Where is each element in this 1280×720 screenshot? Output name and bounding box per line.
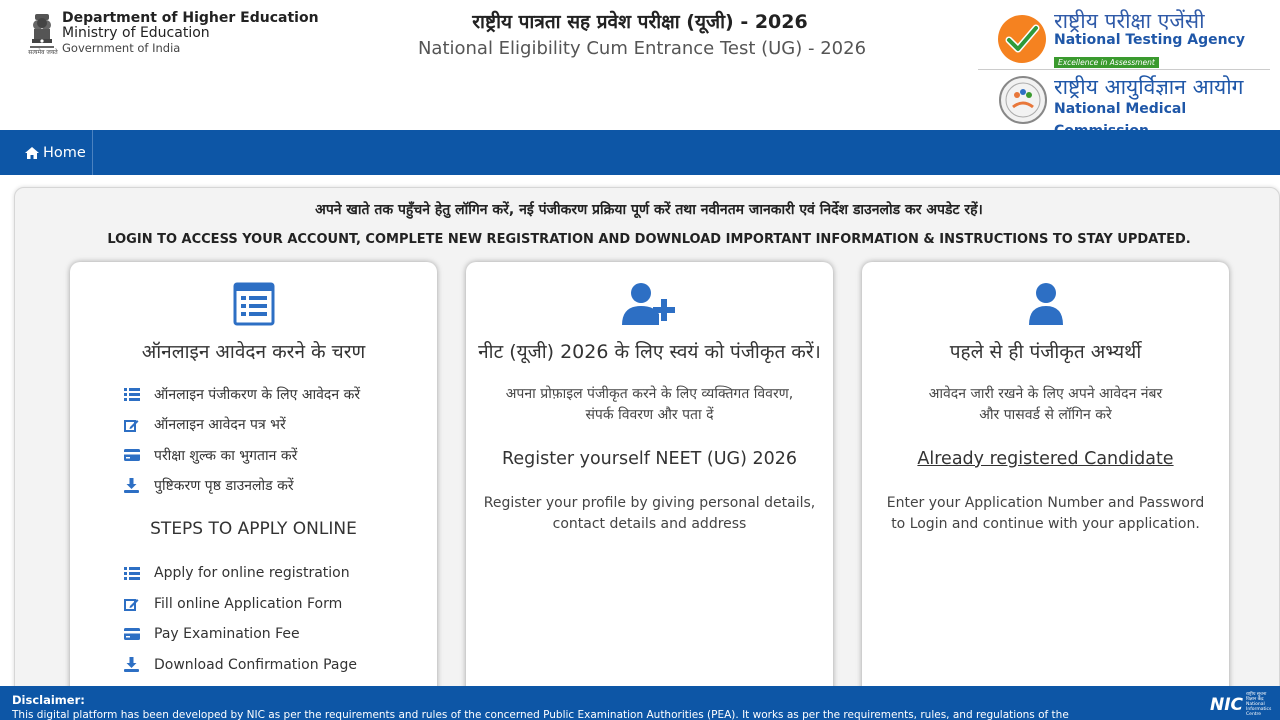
application-form-icon bbox=[232, 282, 276, 326]
registered-desc-hindi: आवेदन जारी रखने के लिए अपने आवेदन नंबर और पासवर्ड से लॉगिन करे bbox=[928, 386, 1163, 423]
step-label: परीक्षा शुल्क का भुगतान करें bbox=[154, 447, 298, 464]
register-desc-english: Register your profile by giving personal details, contact details and address bbox=[483, 495, 816, 532]
nav-home-label: Home bbox=[43, 144, 86, 161]
step-label: पुष्टिकरण पृष्ठ डाउनलोड करें bbox=[154, 478, 294, 495]
disclaimer-title: Disclaimer: bbox=[12, 693, 85, 707]
step-label: Apply for online registration bbox=[154, 565, 350, 582]
nic-logo-text: NIC bbox=[1210, 694, 1244, 715]
ministry-name: Ministry of Education bbox=[62, 25, 210, 41]
step-pay-fee[interactable] bbox=[124, 619, 357, 650]
nmc-name-english: National Medical bbox=[1054, 101, 1187, 117]
step-label: ऑनलाइन पंजीकरण के लिए आवेदन करें bbox=[154, 386, 361, 403]
already-registered-link[interactable]: Already registered Candidate bbox=[917, 449, 1174, 469]
credit-card-icon bbox=[124, 628, 140, 640]
credit-card-icon bbox=[124, 449, 140, 461]
nav-home-link[interactable] bbox=[14, 130, 93, 175]
download-icon bbox=[124, 657, 139, 672]
register-card bbox=[466, 262, 833, 702]
nmc-name-hindi: राष्ट्रीय आयुर्विज्ञान आयोग bbox=[1054, 75, 1244, 99]
step-label: ऑनलाइन आवेदन पत्र भरें bbox=[154, 417, 286, 434]
register-title-hindi: नीट (यूजी) 2026 के लिए स्वयं को पंजीकृत करें। bbox=[478, 341, 821, 363]
steps-title-english: STEPS TO APPLY ONLINE bbox=[150, 519, 357, 539]
exam-title-english: National Eligibility Cum Entrance Test (UG) - 2026 bbox=[417, 38, 867, 59]
steps-list-hindi bbox=[124, 379, 360, 501]
department-name: Department of Higher Education bbox=[62, 10, 319, 26]
intro-text-english: LOGIN TO ACCESS YOUR ACCOUNT, COMPLETE NEW REGISTRATION AND DOWNLOAD IMPORTANT INFORMATION & INSTRUCTIONS TO STAY UPDATED. bbox=[107, 232, 1191, 247]
list-icon bbox=[124, 388, 140, 401]
nta-logo-icon bbox=[996, 13, 1048, 65]
list-icon bbox=[124, 567, 140, 580]
steps-to-apply-card bbox=[70, 262, 437, 702]
step-fill-form-hindi[interactable] bbox=[124, 410, 360, 441]
download-icon bbox=[124, 478, 139, 493]
nmc-logo-icon bbox=[998, 75, 1048, 125]
register-desc-hindi: अपना प्रोफ़ाइल पंजीकृत करने के लिए व्यक्तिगत विवरण, संपर्क विवरण और पता दें bbox=[505, 386, 794, 423]
nta-tagline: Excellence in Assessment bbox=[1054, 57, 1159, 68]
nic-logo bbox=[1210, 692, 1270, 717]
nta-name-hindi: राष्ट्रीय परीक्षा एजेंसी bbox=[1054, 9, 1205, 33]
home-icon bbox=[25, 147, 39, 159]
register-link[interactable]: Register yourself NEET (UG) 2026 bbox=[501, 449, 797, 469]
page-header bbox=[0, 0, 1280, 130]
exam-title-hindi: राष्ट्रीय पात्रता सह प्रवेश परीक्षा (यूजी) - 2026 bbox=[472, 11, 808, 33]
nic-logo-subtext: राष्ट्रीय सूचना विज्ञान केंद्र National Informatics Centre bbox=[1246, 692, 1272, 717]
registered-title-hindi: पहले से ही पंजीकृत अभ्यर्थी bbox=[949, 341, 1142, 363]
step-apply-registration-hindi[interactable] bbox=[124, 379, 360, 410]
add-user-icon bbox=[621, 282, 679, 326]
intro-text-hindi: अपने खाते तक पहुँचने हेतु लॉगिन करें, नई पंजीकरण प्रक्रिया पूर्ण करें तथा नवीनतम जानकारी एवं निर्देश डाउनलोड कर अपडेट रहें। bbox=[315, 202, 983, 218]
government-name: Government of India bbox=[62, 41, 181, 55]
disclaimer-text: This digital platform has been developed by NIC as per the requirements and rules of the concerned Public Examination Authorities (PEA). It works as per the requirements, rules, and regulations of the bbox=[12, 709, 1069, 720]
step-label: Download Confirmation Page bbox=[154, 656, 357, 673]
step-label: Fill online Application Form bbox=[154, 595, 343, 612]
step-download-page[interactable] bbox=[124, 650, 357, 681]
already-registered-card bbox=[862, 262, 1229, 702]
step-download-page-hindi[interactable] bbox=[124, 471, 360, 502]
registered-desc-english: Enter your Application Number and Password to Login and continue with your application. bbox=[886, 495, 1205, 532]
emblem-caption: सत्यमेव जयते bbox=[28, 49, 58, 56]
header-divider bbox=[978, 69, 1270, 70]
steps-title-hindi: ऑनलाइन आवेदन करने के चरण bbox=[141, 341, 366, 363]
disclaimer-footer bbox=[0, 686, 1280, 720]
step-label: Pay Examination Fee bbox=[154, 626, 300, 643]
main-navbar bbox=[0, 130, 1280, 175]
step-pay-fee-hindi[interactable] bbox=[124, 440, 360, 471]
user-icon bbox=[1028, 282, 1064, 326]
step-apply-registration[interactable] bbox=[124, 558, 357, 589]
nta-name-english: National Testing Agency bbox=[1054, 32, 1245, 48]
nta-brand bbox=[1054, 9, 1245, 69]
edit-icon bbox=[124, 597, 139, 611]
steps-list-english bbox=[124, 558, 357, 680]
department-block bbox=[62, 11, 319, 56]
edit-icon bbox=[124, 418, 139, 432]
step-fill-form[interactable] bbox=[124, 589, 357, 620]
